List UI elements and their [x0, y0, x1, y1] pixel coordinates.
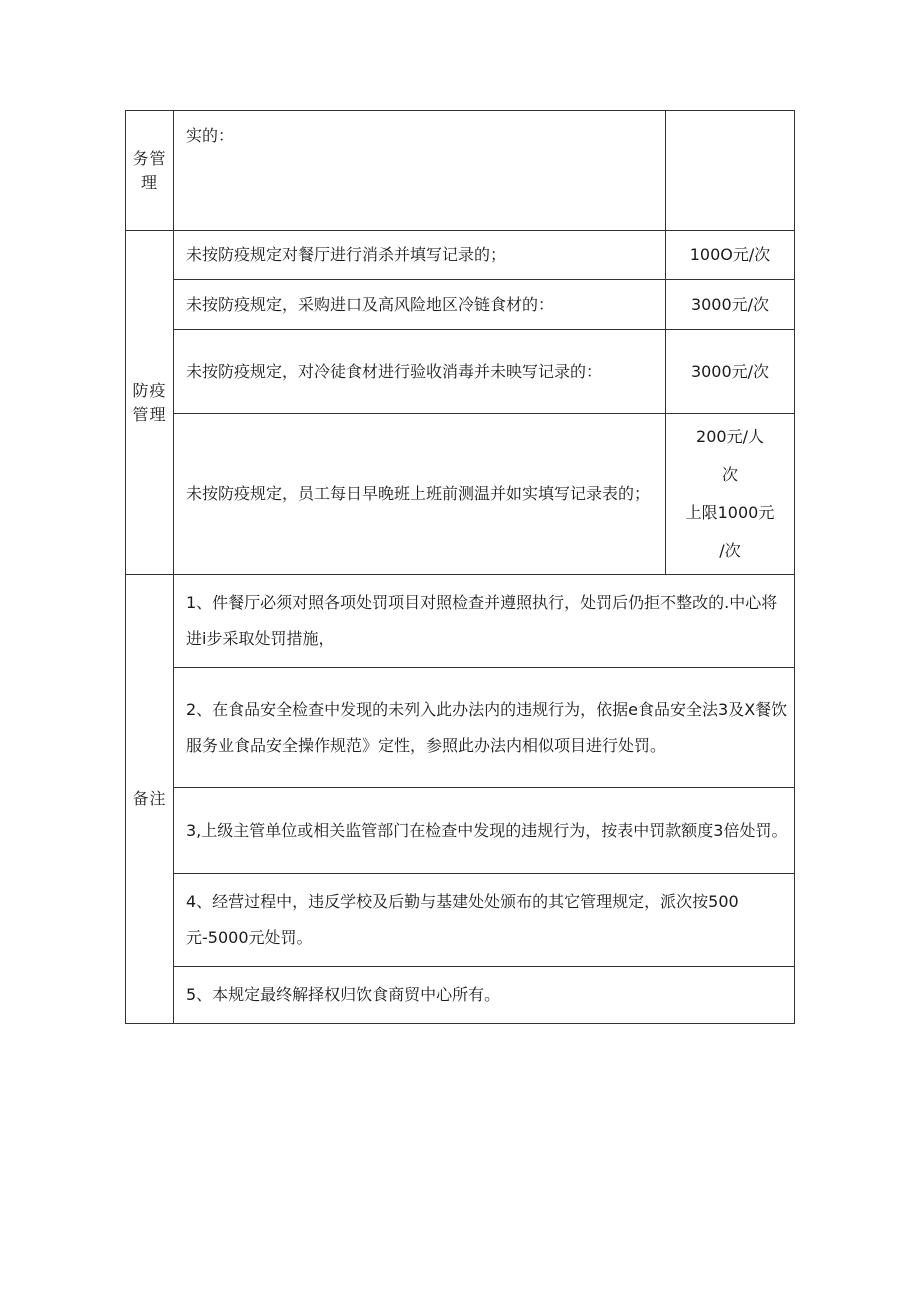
- item-text: 未按防疫规定，采购进口及高风险地区冷链食材的：: [186, 294, 555, 314]
- item-cell: [174, 280, 666, 330]
- note-cell: [174, 668, 795, 788]
- amount-cell: [666, 414, 795, 575]
- item-cell-business: [174, 111, 666, 231]
- note-cell: [174, 788, 795, 874]
- category-label-epidemic: 防疫管理: [132, 380, 167, 424]
- amount-cell: [666, 231, 795, 280]
- amount-cell: [666, 280, 795, 330]
- item-cell: [174, 414, 666, 575]
- table-row: [126, 231, 795, 280]
- item-text: 未按防疫规定，员工每日早晚班上班前测温并如实填写记录表的；: [186, 484, 651, 503]
- amount-text: 3000元/次: [690, 361, 770, 381]
- penalty-table: [125, 110, 795, 1024]
- note-text: 3,上级主管单位或相关监管部门在检查中发现的违规行为，按表中罚款额度3倍处罚。: [186, 820, 788, 840]
- table-row: [126, 788, 795, 874]
- category-cell-epidemic: [126, 231, 174, 575]
- amount-line: 上限1000元: [685, 503, 775, 522]
- note-text: 5、本规定最终解择权归饮食商贸中心所有。: [186, 985, 501, 1004]
- item-cell: [174, 330, 666, 414]
- note-cell: [174, 575, 795, 668]
- category-label-business: 务管理: [132, 148, 167, 192]
- item-text-business: 实的：: [186, 126, 235, 145]
- category-cell-business: [126, 111, 174, 231]
- note-text: 4、经营过程中，违反学校及后勤与基建处处颁布的其它管理规定，派次按500元-5000元处罚。: [186, 892, 739, 947]
- item-text: 未按防疫规定对餐厅进行消杀并填写记录的；: [186, 245, 507, 264]
- category-label-remarks: 备注: [132, 789, 167, 808]
- note-cell: [174, 967, 795, 1024]
- amount-line: 200元/人: [696, 427, 764, 446]
- category-cell-remarks: [126, 575, 174, 1024]
- table-row: [126, 967, 795, 1024]
- table-row: [126, 414, 795, 575]
- table-row: [126, 330, 795, 414]
- item-cell: [174, 231, 666, 280]
- note-text: 1、件餐厅必须对照各项处罚项目对照检查并遵照执行，处罚后仍拒不整改的.中心将进i步采取处罚措施，: [186, 593, 778, 648]
- table-row-business: [126, 111, 795, 231]
- amount-line: 次: [721, 465, 738, 484]
- table-row: [126, 874, 795, 967]
- amount-text: 3000元/次: [690, 294, 770, 314]
- amount-cell-business: [666, 111, 795, 231]
- note-text: 2、在食品安全检查中发现的未列入此办法内的违规行为，依据e食品安全法3及X餐饮服务业食品安全操作规范》定性，参照此办法内相似项目进行处罚。: [186, 699, 788, 755]
- amount-cell: [666, 330, 795, 414]
- table-row: [126, 668, 795, 788]
- item-text: 未按防疫规定，对冷徒食材进行验收消毒并未映写记录的：: [186, 361, 603, 381]
- table-row: [126, 575, 795, 668]
- amount-text: 100O元/次: [689, 245, 771, 264]
- amount-line: /次: [719, 541, 741, 560]
- table-row: [126, 280, 795, 330]
- note-cell: [174, 874, 795, 967]
